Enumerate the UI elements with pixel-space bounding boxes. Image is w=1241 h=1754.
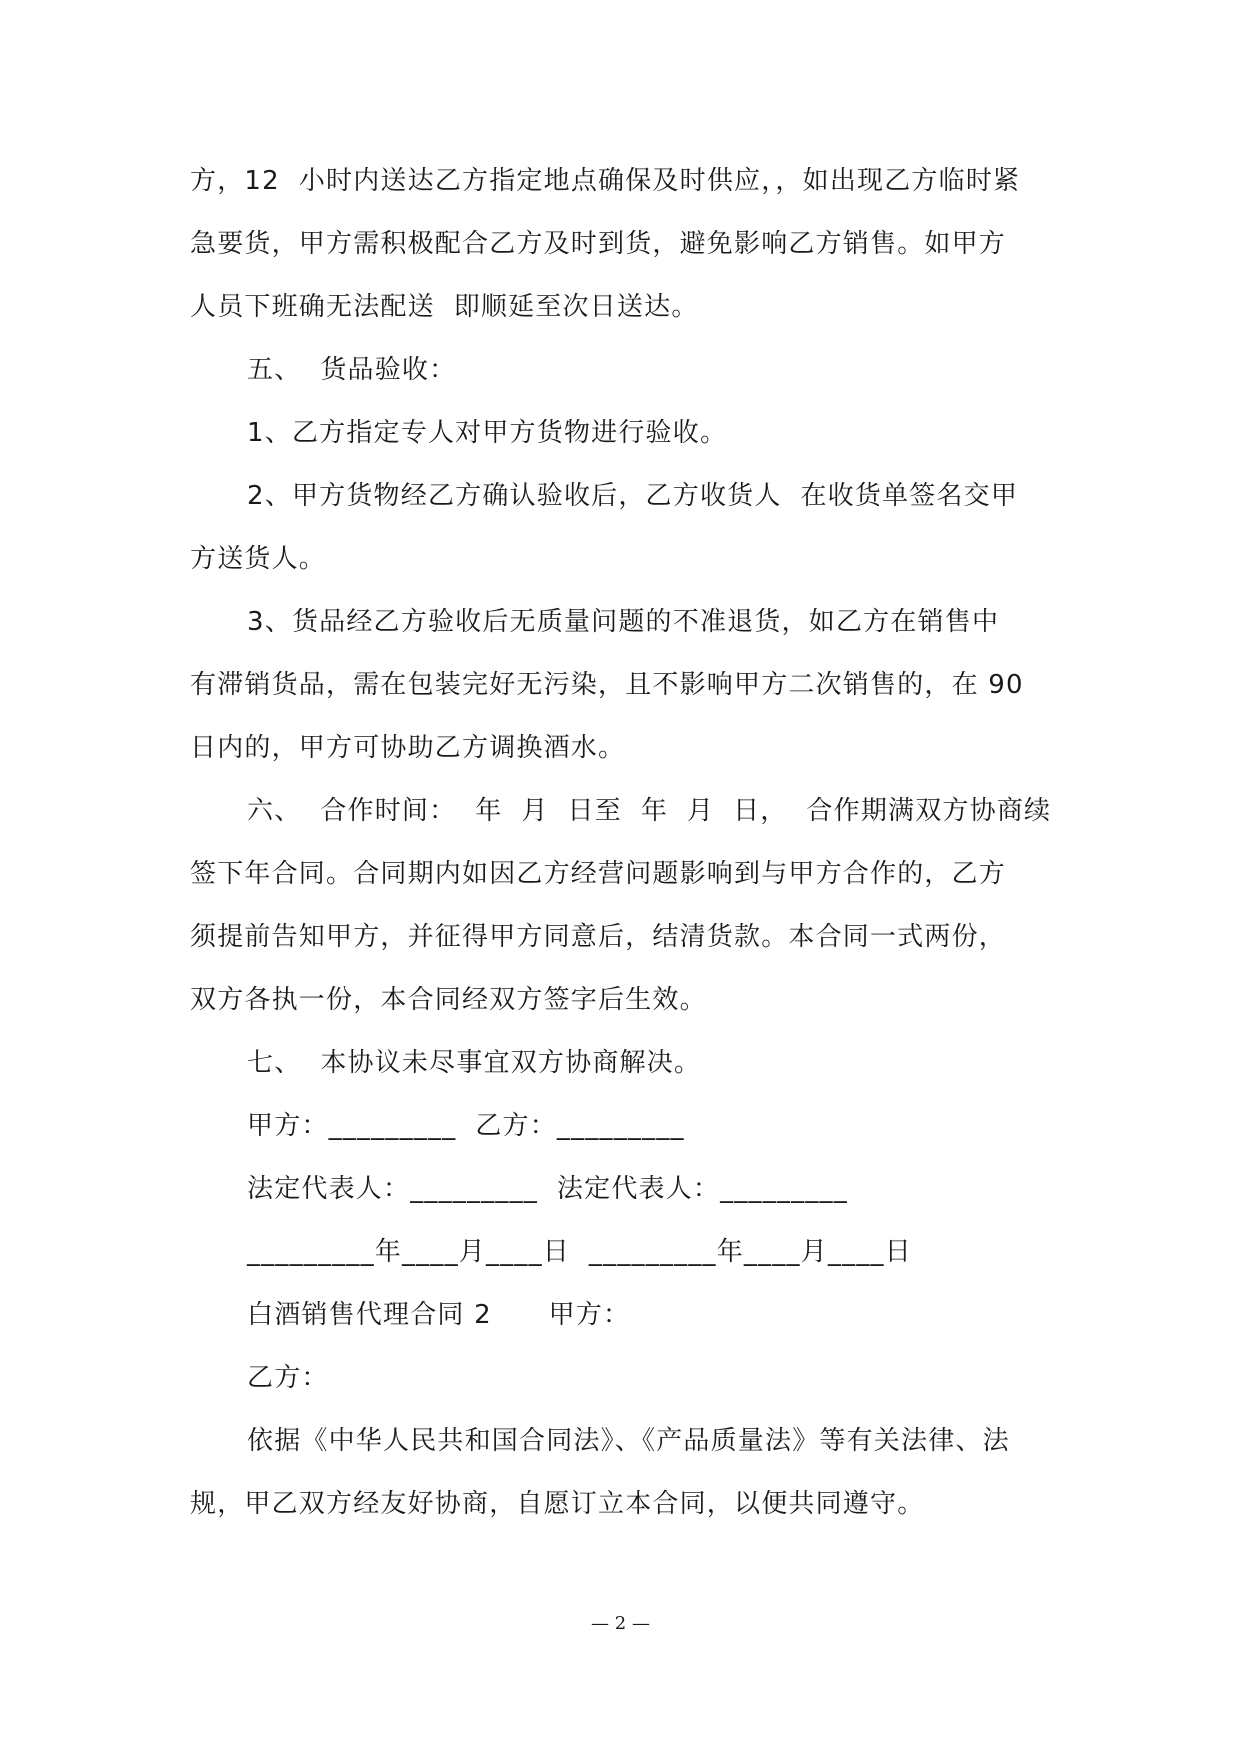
signature-party-line: 甲方：_________ 乙方：_________: [247, 1111, 685, 1141]
body-line: 日内的，甲方可协助乙方调换酒水。: [190, 733, 626, 763]
list-item: 1、乙方指定专人对甲方货物进行验收。: [247, 418, 728, 448]
body-line: 有滞销货品，需在包装完好无污染，且不影响甲方二次销售的，在 90: [190, 670, 1024, 700]
body-line: 人员下班确无法配送 即顺延至次日送达。: [190, 292, 699, 322]
page-number: — 2 —: [591, 1613, 650, 1634]
body-line: 方，12 小时内送达乙方指定地点确保及时供应，，如出现乙方临时紧: [190, 166, 1021, 196]
body-line: 规，甲乙双方经友好协商，自愿订立本合同，以便共同遵守。: [190, 1489, 925, 1519]
body-line: 签下年合同。合同期内如因乙方经营问题影响到与甲方合作的，乙方: [190, 859, 1007, 889]
section-heading-seven: 七、 本协议未尽事宜双方协商解决。: [247, 1048, 702, 1078]
body-line: 双方各执一份，本合同经双方签字后生效。: [190, 985, 707, 1015]
document-body: [190, 150, 1070, 1536]
body-line: 急要货，甲方需积极配合乙方及时到货，避免影响乙方销售。如甲方: [190, 229, 1007, 259]
signature-representative-line: 法定代表人：_________ 法定代表人：_________: [247, 1174, 848, 1204]
section-heading-five: 五、 货品验收：: [247, 355, 457, 385]
body-line: 须提前告知甲方，并征得甲方同意后，结清货款。本合同一式两份，: [190, 922, 1007, 952]
list-item: 2、甲方货物经乙方确认验收后，乙方收货人 在收货单签名交甲: [247, 481, 1019, 511]
list-item: 3、货品经乙方验收后无质量问题的不准退货，如乙方在销售中: [247, 607, 1000, 637]
body-line: 依据《中华人民共和国合同法》、《产品质量法》等有关法律、法: [247, 1426, 1010, 1456]
section-heading-six: 六、 合作时间： 年 月 日至 年 月 日， 合作期满双方协商续: [247, 796, 1052, 826]
party-b-line: 乙方：: [247, 1363, 329, 1393]
body-line: 方送货人。: [190, 544, 327, 574]
signature-date-line: _________年____月____日 _________年____月____日: [247, 1237, 912, 1267]
contract-title-line: 白酒销售代理合同 2 甲方：: [247, 1300, 631, 1330]
